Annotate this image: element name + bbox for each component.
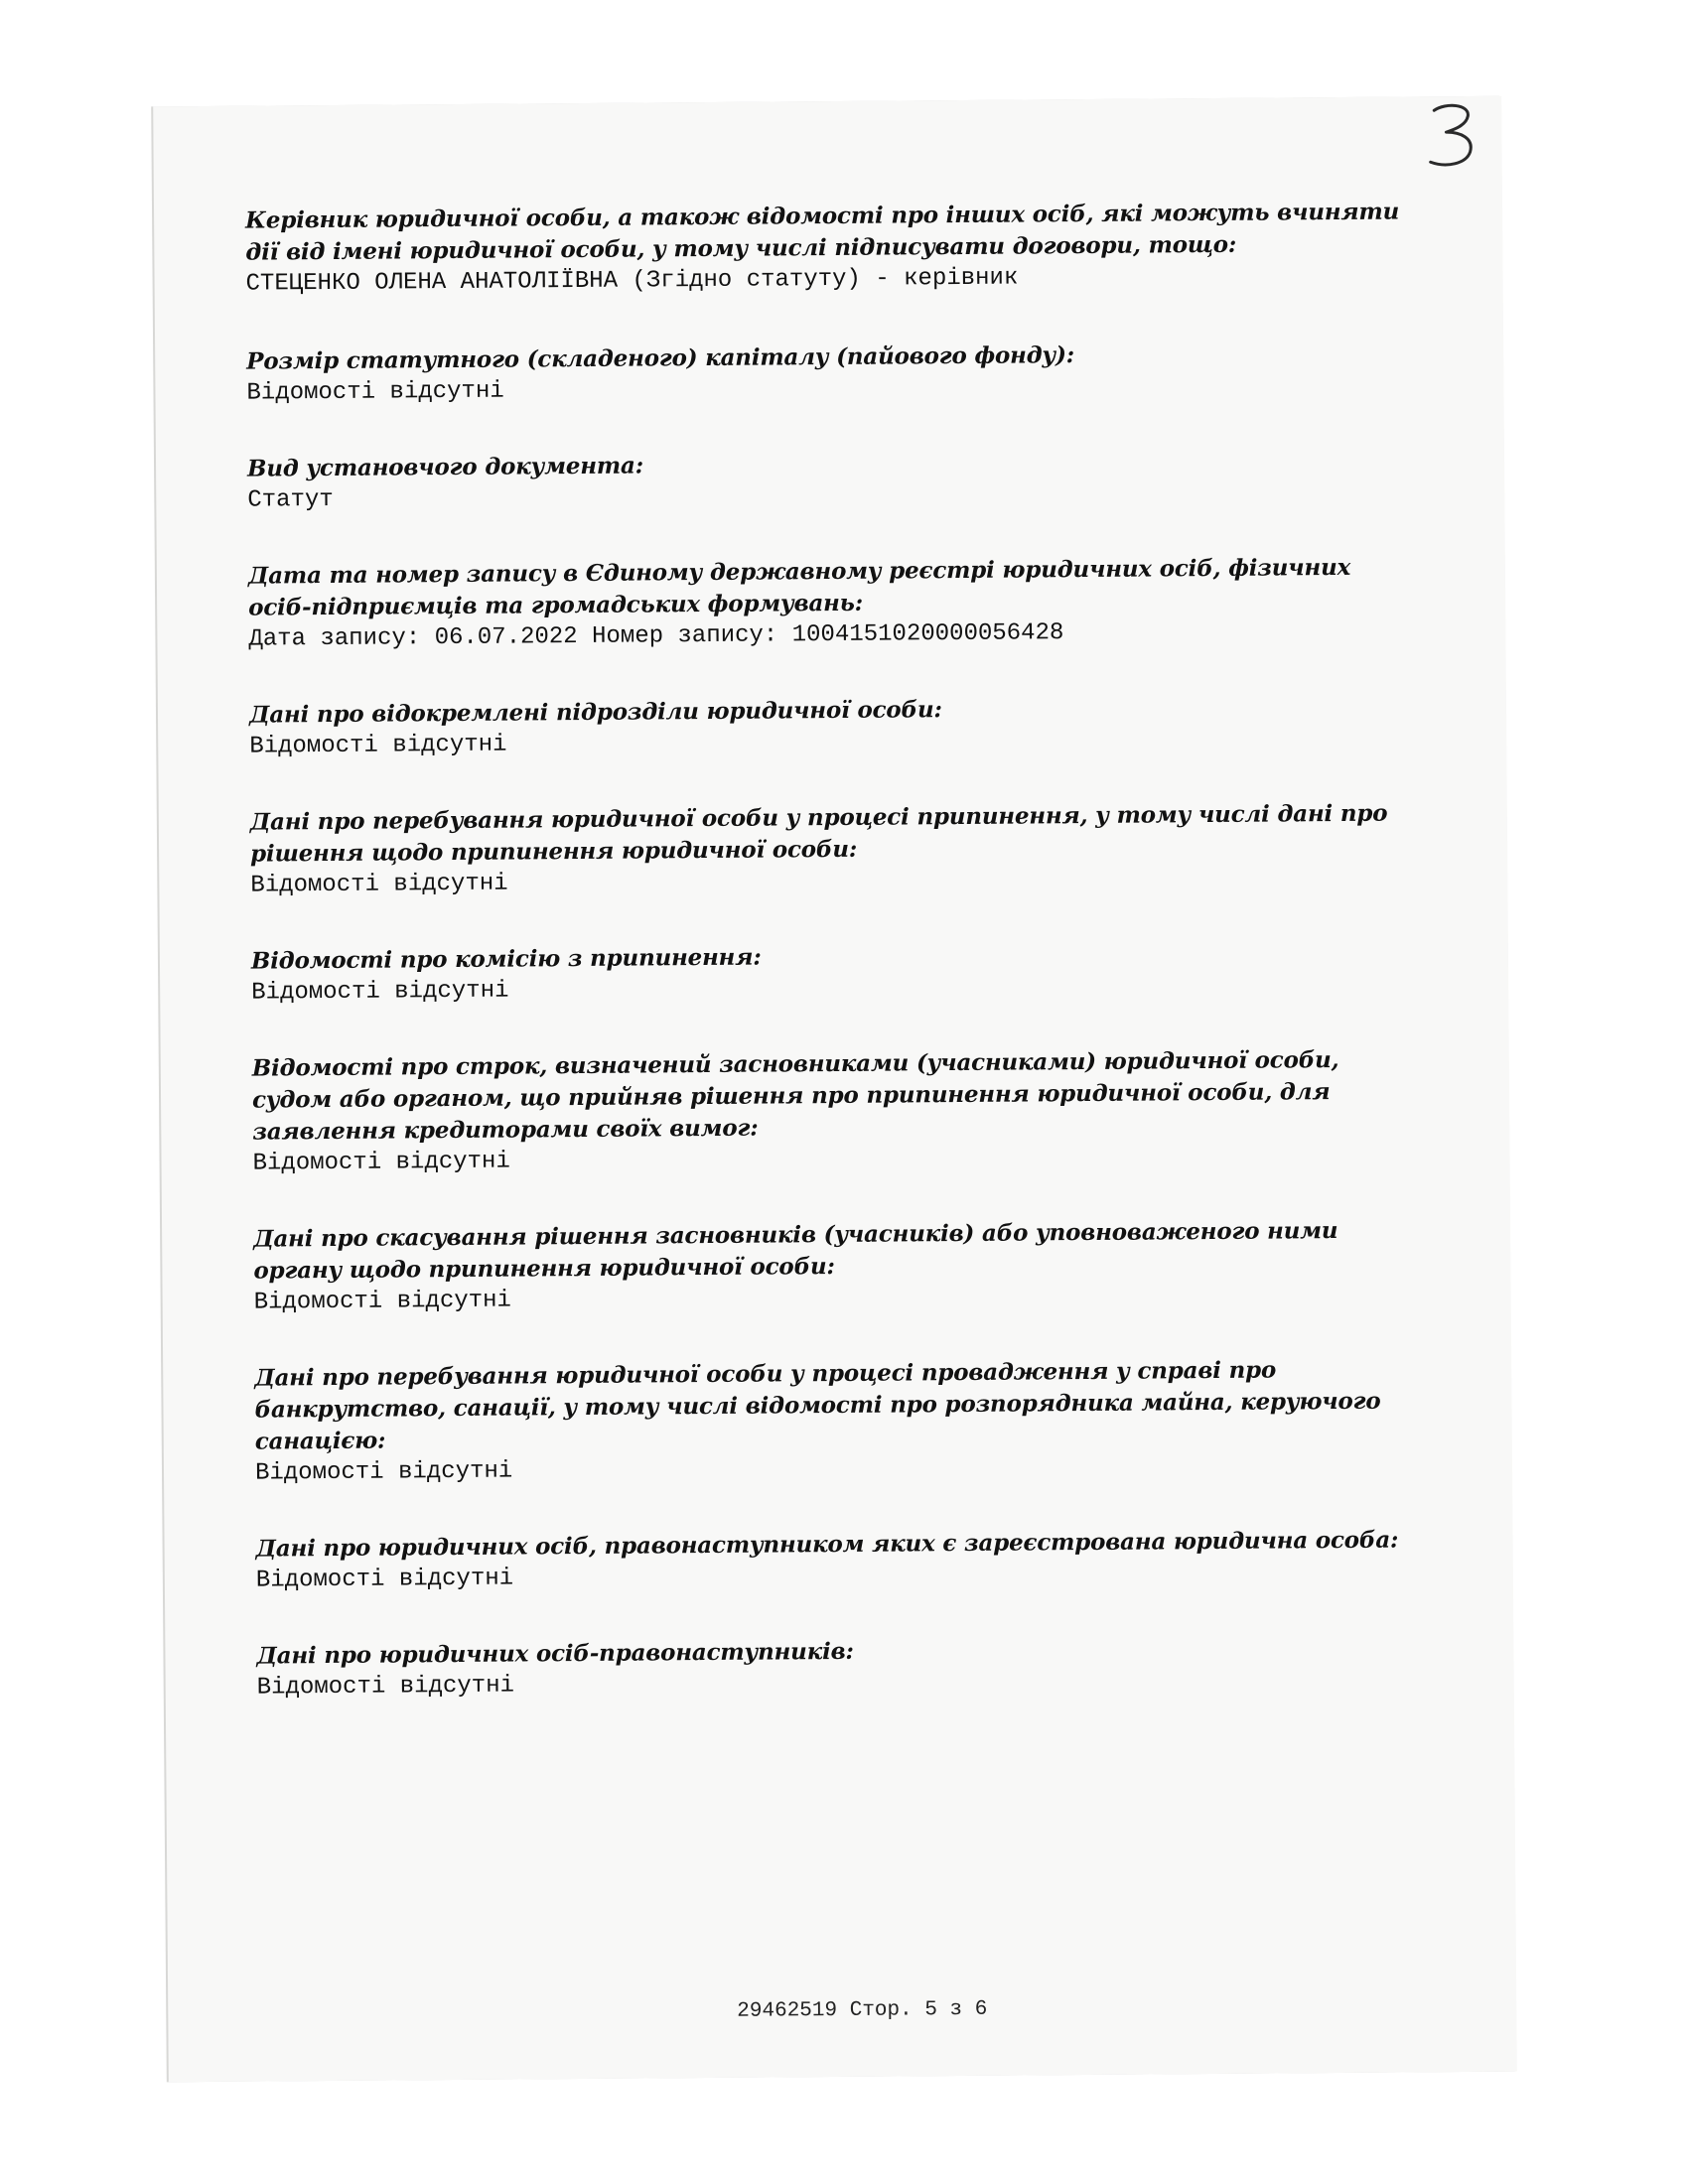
section-predecessors	[255, 1524, 1427, 1596]
section-authorized-capital	[246, 337, 1418, 409]
document-sheet	[153, 96, 1517, 2083]
section-value: Відомості відсутні	[251, 977, 509, 1007]
section-termination-cancellation	[253, 1214, 1426, 1318]
section-value: Відомості відсутні	[253, 1287, 512, 1316]
section-label: Дані про юридичних осіб-правонаступників:	[256, 1637, 854, 1670]
section-value: Статут	[247, 485, 334, 514]
section-label: Відомості про комісію з припинення:	[250, 943, 762, 975]
section-label: Дані про відокремлені підрозділи юридичної особи:	[248, 696, 942, 729]
handwritten-page-number	[1412, 96, 1492, 177]
section-founding-document	[247, 444, 1419, 516]
register-extract-content	[245, 196, 1429, 1747]
handwritten-three-icon	[1412, 96, 1492, 177]
section-label: Дата та номер запису в Єдиному державному реєстрі юридичних осіб, фізичних осіб-підприємців та громадських формувань:	[247, 553, 1351, 621]
section-label: Дані про скасування рішення засновників (учасників) або уповноваженого ними органу щодо припинення юридичної особи:	[253, 1217, 1338, 1285]
section-label: Дані про перебування юридичної особи у процесі провадження у справі про банкрутство, санації, у тому числі відомості про розпорядника майна, керуючого санацією:	[254, 1356, 1381, 1455]
section-creditor-claims-term	[252, 1043, 1425, 1179]
section-label: Відомості про строк, визначений засновниками (учасниками) юридичної особи, судом або органом, що прийняв рішення про припинення юридичної особи, для заявлення кредиторами своїх вимог:	[251, 1046, 1339, 1146]
section-value: Відомості відсутні	[250, 870, 508, 899]
section-bankruptcy	[254, 1353, 1427, 1489]
section-label: Дані про перебування юридичної особи у процесі припинення, у тому числі дані про рішення щодо припинення юридичної особи:	[249, 799, 1388, 868]
section-head-of-entity	[245, 196, 1418, 300]
section-value: Відомості відсутні	[246, 377, 504, 407]
section-value: Відомості відсутні	[255, 1565, 514, 1594]
section-value: Відомості відсутні	[256, 1672, 515, 1702]
section-value: Відомості відсутні	[254, 1457, 513, 1487]
section-value: СТЕЦЕНКО ОЛЕНА АНАТОЛІЇВНА (Згідно статуту) - керівник	[245, 264, 1019, 298]
section-successors	[256, 1631, 1428, 1704]
section-termination-process	[250, 797, 1423, 901]
section-label: Вид установчого документа:	[246, 452, 644, 482]
section-termination-commission	[251, 936, 1423, 1009]
section-separate-divisions	[249, 690, 1421, 762]
section-value: Відомості відсутні	[252, 1148, 510, 1177]
page-footer: 29462519 Стор. 5 з 6	[737, 1997, 988, 2023]
section-label: Розмір статутного (складеного) капіталу (пайового фонду):	[246, 341, 1075, 375]
section-value: Дата запису: 06.07.2022 Номер запису: 1004151020000056428	[248, 619, 1064, 653]
section-label: Керівник юридичної особи, а також відомості про інших осіб, які можуть вчиняти дії від імені юридичної особи, у тому числі підписувати договори, тощо:	[245, 198, 1400, 266]
section-registry-record	[248, 551, 1421, 655]
section-value: Відомості відсутні	[249, 731, 507, 760]
section-label: Дані про юридичних осіб, правонаступником яких є зареєстрована юридична особа:	[255, 1526, 1399, 1563]
